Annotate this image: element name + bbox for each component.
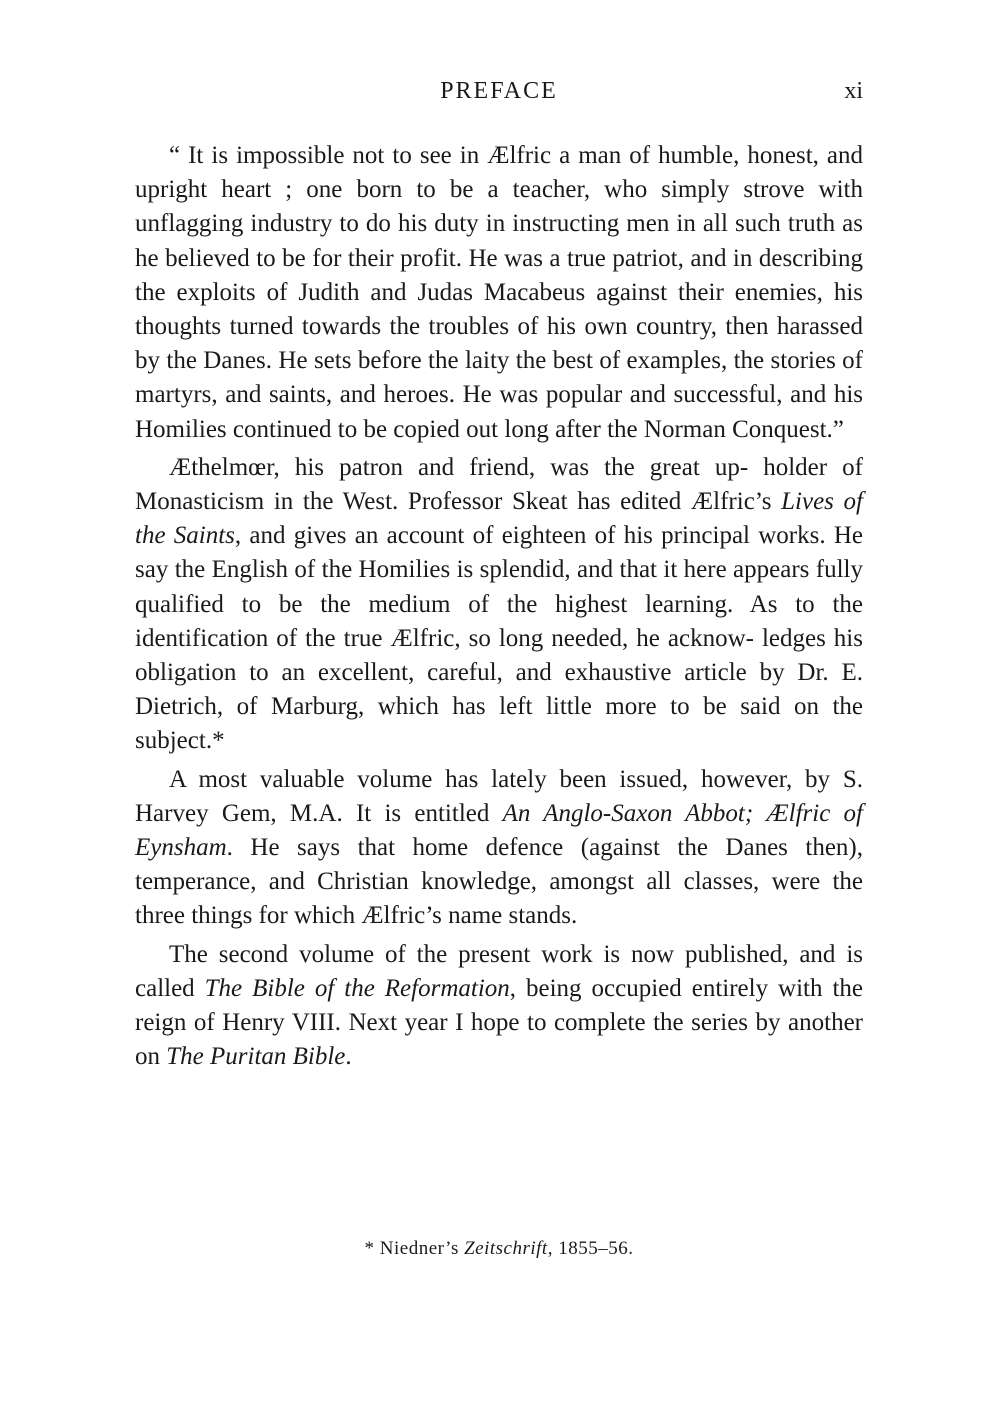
running-head	[135, 78, 863, 118]
paragraph-second-volume	[135, 938, 863, 1075]
book-title-puritan-bible: The Puritan Bible	[166, 1043, 346, 1071]
footnote-journal: Zeitschrift	[464, 1238, 548, 1259]
body-text	[135, 139, 863, 1078]
page-number: xi	[844, 78, 863, 104]
paragraph-aethelmoer	[135, 451, 863, 759]
paragraph-text: The second volume of the present work is now published, and is called	[135, 940, 863, 1002]
paragraph-text: Æthelmœr, his patron and friend, was the great up- holder of Monasticism in the West. Professor Skeat has edited Ælfric’s	[135, 453, 863, 516]
paragraph-text: , being occupied entirely with the reign of Henry VIII. Next year I hope to complete the series by another on	[135, 974, 864, 1071]
footnote	[135, 1237, 863, 1261]
book-title-lives-of-the-saints: Lives of the Saints	[135, 488, 863, 550]
footnote-marker: * Niedner’s	[364, 1238, 465, 1259]
paragraph-text: A most valuable volume has lately been issued, however, by S. Harvey Gem, M.A. It is entitled	[135, 765, 863, 827]
paragraph-gem-volume	[135, 763, 863, 934]
footnote-years: , 1855–56.	[547, 1238, 634, 1259]
paragraph-text: .	[345, 1043, 352, 1071]
book-title-bible-of-the-reformation: The Bible of the Reformation	[204, 974, 510, 1002]
book-title-anglo-saxon-abbot: An Anglo-Saxon Abbot; Ælfric of Eynsham	[135, 799, 864, 862]
quotation-text: “ It is impossible not to see in Ælfric a man of humble, honest, and upright heart ; one born to be a teacher, who simply strove with unflagging industry to do his duty in instructing men in all such truth as he believed to be for their profit. He was a true patriot, and in describing the exploits of Judith and Judas Macabeus against their enemies, his thoughts turned towards the troubles of his own country, then harassed by the Danes. He sets before the laity the best of examples, the stories of martyrs, and saints, and heroes. He was popular and successful, and his Homilies continued to be copied out long after the Norman Conquest.”	[135, 142, 863, 443]
paragraph-quotation	[135, 139, 863, 447]
paragraph-text: , and gives an account of eighteen of his principal works. He say the English of the Homilies is splendid, and that it here appears fully qualified to be the medium of the highest learning. As to the identification of the true Ælfric, so long needed, he acknow- ledges his obligation to an excellent, careful, and exhaustive article by Dr. E. Dietrich, of Marburg, which has left little more to be said on the subject.*	[135, 522, 863, 755]
paragraph-text: . He says that home defence (against the Danes then), temperance, and Christian knowledge, amongst all classes, were the three things for which Ælfric’s name stands.	[135, 834, 863, 930]
running-title: PREFACE	[440, 78, 558, 104]
